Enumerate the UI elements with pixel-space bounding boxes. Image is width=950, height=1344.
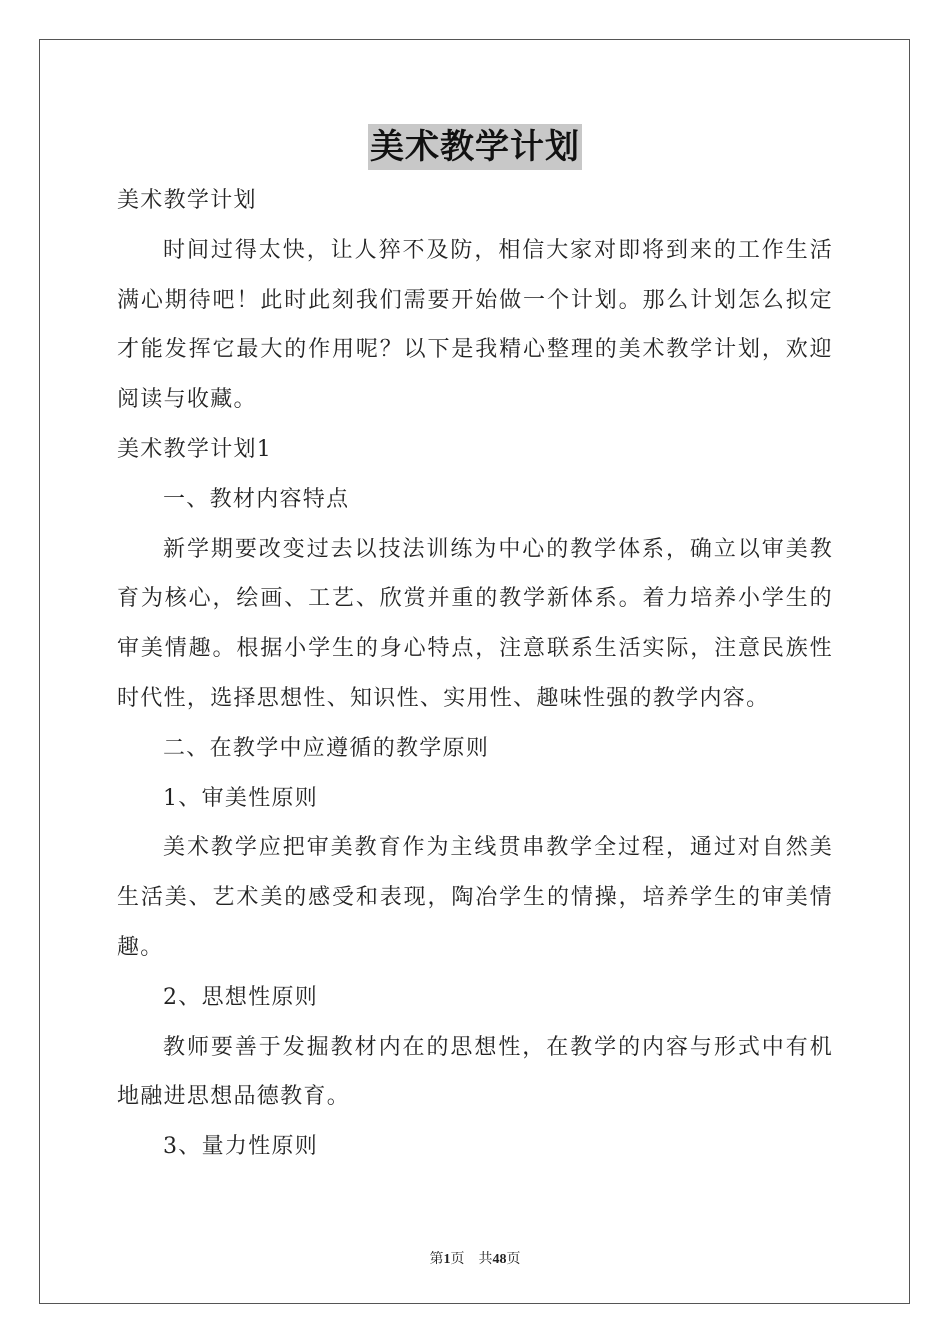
total-prefix: 共	[478, 1252, 493, 1267]
document-body	[117, 176, 833, 1172]
paragraph: 美术教学应把审美教育作为主线贯串教学全过程，通过对自然美生活美、艺术美的感受和表现，陶冶学生的情操，培养学生的审美情趣。	[117, 835, 833, 960]
current-page-number: 1	[443, 1252, 451, 1267]
paragraph: 时间过得太快，让人猝不及防，相信大家对即将到来的工作生活满心期待吧！此时此刻我们需要开始做一个计划。那么计划怎么拟定才能发挥它最大的作用呢？以下是我精心整理的美术教学计划，欢迎阅读与收藏。	[117, 237, 833, 413]
total-page-count: 48	[492, 1252, 507, 1267]
paragraph: 2、思想性原则	[163, 984, 319, 1010]
paragraph: 1、审美性原则	[163, 785, 319, 811]
paragraph: 美术教学计划1	[117, 436, 273, 462]
paragraph: 3、量力性原则	[163, 1134, 319, 1160]
title-wrap	[0, 124, 950, 170]
total-suffix: 页	[506, 1252, 521, 1267]
paragraph: 教师要善于发掘教材内在的思想性，在教学的内容与形式中有机地融进思想品德教育。	[117, 1034, 833, 1110]
document-title: 美术教学计划	[368, 124, 582, 170]
paragraph: 新学期要改变过去以技法训练为中心的教学体系，确立以审美教育为核心，绘画、工艺、欣赏并重的教学新体系。着力培养小学生的审美情趣。根据小学生的身心特点，注意联系生活实际，注意民族性时代性，选择思想性、知识性、实用性、趣味性强的教学内容。	[117, 536, 833, 711]
page-suffix: 页	[450, 1252, 465, 1267]
paragraph: 美术教学计划	[117, 188, 257, 213]
page-footer	[0, 1248, 950, 1268]
paragraph: 二、在教学中应遵循的教学原则	[163, 735, 490, 761]
paragraph: 一、教材内容特点	[163, 486, 350, 512]
page-prefix: 第	[429, 1252, 444, 1267]
